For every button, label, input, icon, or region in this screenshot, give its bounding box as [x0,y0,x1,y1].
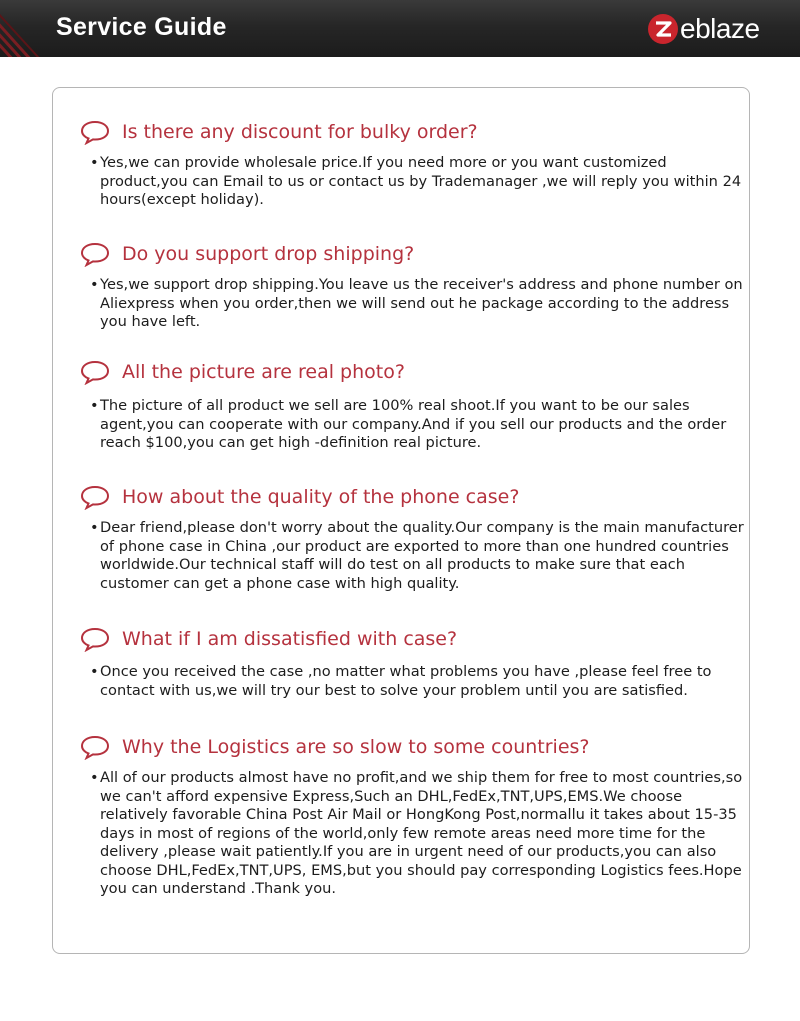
bullet: • [90,769,99,786]
faq-question: Is there any discount for bulky order? [122,121,478,143]
faq-answer [90,769,752,899]
faq-answer-text: The picture of all product we sell are 100% real shoot.If you want to be our sales agent,you can cooperate with our company.And if you sell our products and the order reach $100,you can get high -definition real picture. [100,397,727,451]
faq-question-row [80,484,519,510]
brand-logo [648,11,760,47]
brand-logo-icon [648,14,678,44]
faq-question: Why the Logistics are so slow to some countries? [122,736,590,758]
bullet: • [90,397,99,414]
faq-question: What if I am dissatisfied with case? [122,628,458,650]
faq-answer-text: Dear friend,please don't worry about the quality.Our company is the main manufacturer of phone case in China ,our product are exported to more than one hundred countries worldwide.Our technical staff will do test on all products to make sure that each customer can get a phone case with high quality. [100,519,744,592]
faq-question-row [80,241,414,267]
speech-bubble-icon [80,626,110,652]
faq-question-row [80,359,405,385]
speech-bubble-icon [80,119,110,145]
faq-question-row [80,626,457,652]
brand-name: eblaze [680,13,760,44]
bullet: • [90,519,99,536]
page-title: Service Guide [56,13,227,41]
faq-answer [90,397,752,453]
faq-answer-text: Yes,we can provide wholesale price.If you need more or you want customized product,you can Email to us or contact us by Trademanager ,we will reply you within 24 hours(except holiday). [100,154,742,208]
bullet: • [90,154,99,171]
faq-answer [90,154,752,210]
faq-answer-text: All of our products almost have no profit,and we ship them for free to most countries,so we can't afford expensive Express,Such an DHL,FedEx,TNT,UPS,EMS.We choose relatively favorable China Post Air Mail or HongKong Post,normallu it takes about 15-35 days in most of regions of the world,only few remote areas need more time for the delivery ,please wait patiently.If you are in urgent need of our products,you can also choose DHL,FedEx,TNT,UPS, EMS,but you should pay corresponding Logistics fees.Hope you can understand .Thank you. [100,769,743,897]
faq-answer [90,663,752,700]
faq-question-row [80,119,478,145]
brand-z-icon [648,14,678,44]
header-bar [0,0,800,57]
speech-bubble-icon [80,241,110,267]
speech-bubble-icon [80,484,110,510]
bullet: • [90,276,99,293]
bullet: • [90,663,99,680]
faq-answer [90,519,752,593]
faq-question-row [80,734,590,760]
faq-answer [90,276,752,332]
faq-question: All the picture are real photo? [122,361,405,383]
faq-question: Do you support drop shipping? [122,243,415,265]
faq-answer-text: Yes,we support drop shipping.You leave us the receiver's address and phone number on Aliexpress when you order,then we will send out he package according to the address you have left. [100,276,743,330]
faq-answer-text: Once you received the case ,no matter what problems you have ,please feel free to contact with us,we will try our best to solve your problem until you are satisfied. [100,663,712,699]
speech-bubble-icon [80,359,110,385]
speech-bubble-icon [80,734,110,760]
faq-question: How about the quality of the phone case? [122,486,520,508]
